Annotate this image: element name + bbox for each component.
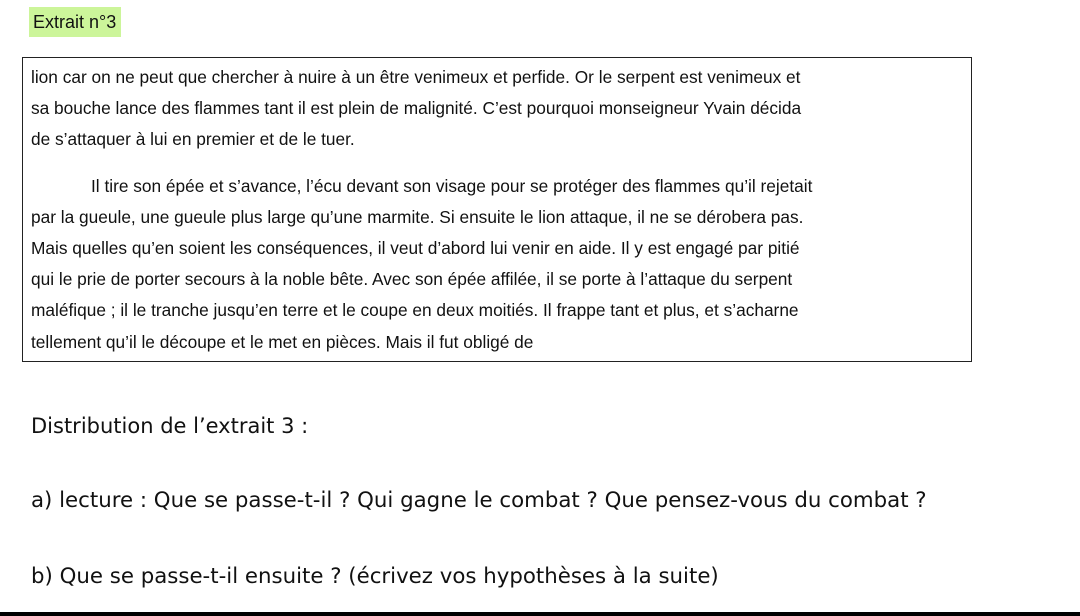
section-heading: Distribution de l’extrait 3 :: [31, 414, 309, 438]
bottom-border-line: [0, 612, 1080, 616]
excerpt-line: tellement qu’il le découpe et le met en pièces. Mais il fut obligé de: [31, 331, 534, 352]
excerpt-line: Mais quelles qu’en soient les conséquences, il veut d’abord lui venir en aide. Il y est engagé par pitié: [31, 238, 800, 259]
excerpt-line: maléfique ; il le tranche jusqu’en terre et le coupe en deux moitiés. Il frappe tant et plus, et s’acharne: [31, 300, 799, 321]
excerpt-line: par la gueule, une gueule plus large qu’une marmite. Si ensuite le lion attaque, il ne se dérobera pas.: [31, 206, 804, 227]
excerpt-paragraph-2: [31, 171, 963, 358]
excerpt-title-badge: Extrait n°3: [29, 7, 121, 37]
excerpt-line: Il tire son épée et s’avance, l’écu devant son visage pour se protéger des flammes qu’il rejetait: [91, 175, 813, 196]
excerpt-line: qui le prie de porter secours à la noble bête. Avec son épée affilée, il se porte à l’attaque du serpent: [31, 269, 793, 290]
question-a: a) lecture : Que se passe-t-il ? Qui gagne le combat ? Que pensez-vous du combat ?: [31, 488, 927, 513]
excerpt-line: lion car on ne peut que chercher à nuire à un être venimeux et perfide. Or le serpent est venimeux et: [31, 67, 801, 87]
excerpt-paragraph-1: [31, 62, 963, 156]
excerpt-line: de s’attaquer à lui en premier et de le tuer.: [31, 129, 355, 150]
excerpt-text-box: [22, 57, 972, 362]
excerpt-line: sa bouche lance des flammes tant il est plein de malignité. C’est pourquoi monseigneur Yvain décida: [31, 98, 802, 119]
question-b: b) Que se passe-t-il ensuite ? (écrivez vos hypothèses à la suite): [31, 564, 719, 589]
